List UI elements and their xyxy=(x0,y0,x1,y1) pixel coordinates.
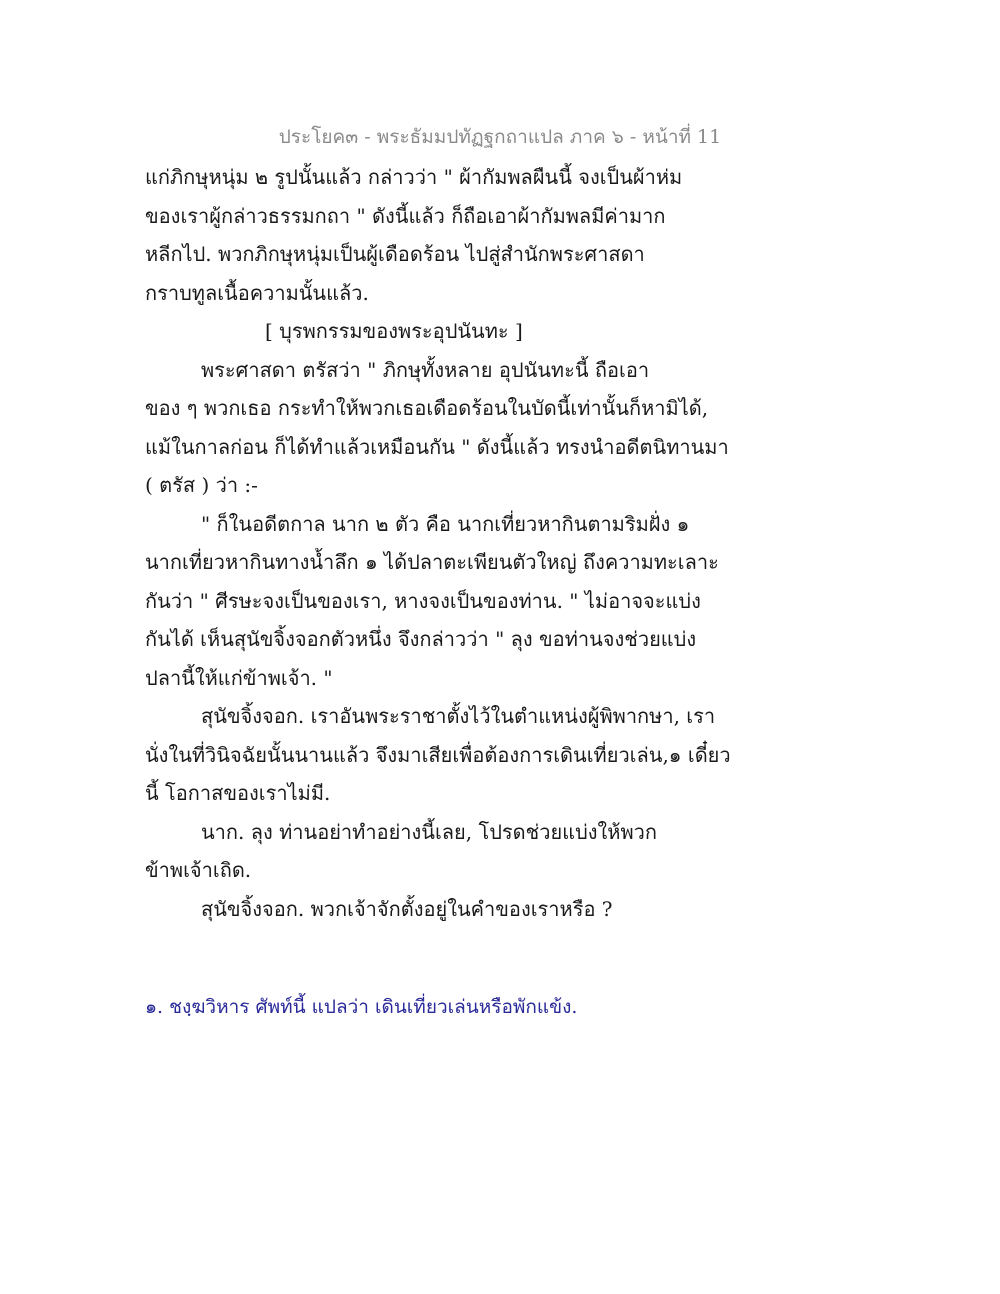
text-line: ข้าพเจ้าเถิด. xyxy=(145,858,252,882)
text-line: ของ ๆ พวกเธอ กระทำให้พวกเธอเดือดร้อนในบัดนี้เท่านั้นก็หามิได้, xyxy=(145,396,709,420)
text-line: หลีกไป. พวกภิกษุหนุ่มเป็นผู้เดือดร้อน ไปสู่สำนักพระศาสดา xyxy=(145,242,645,266)
text-line: นี้ โอกาสของเราไม่มี. xyxy=(145,781,331,805)
text-line: ( ตรัส ) ว่า :- xyxy=(145,473,258,497)
text-line: " ก็ในอดีตกาล นาก ๒ ตัว คือ นากเที่ยวหากินตามริมฝั่ง ๑ xyxy=(201,511,690,536)
text-line: นาก. ลุง ท่านอย่าทำอย่างนี้เลย, โปรดช่วยแบ่งให้พวก xyxy=(201,819,658,844)
text-line: กันได้ เห็นสุนัขจิ้งจอกตัวหนึ่ง จึงกล่าวว่า " ลุง ขอท่านจงช่วยแบ่ง xyxy=(145,627,697,651)
text-line: แม้ในกาลก่อน ก็ได้ทำแล้วเหมือนกัน " ดังนี้แล้ว ทรงนำอดีตนิทานมา xyxy=(145,434,729,459)
running-header: ประโยค๓ - พระธัมมปทัฏฐกถาแปล ภาค ๖ - หน้าที่ 11 xyxy=(278,126,722,148)
text-line: นากเที่ยวหากินทางน้ำลึก ๑ ได้ปลาตะเพียนตัวใหญ่ ถึงความทะเลาะ xyxy=(145,550,719,574)
text-line: กันว่า " ศีรษะจงเป็นของเรา, หางจงเป็นของท่าน. " ไม่อาจจะแบ่ง xyxy=(145,588,701,613)
text-line: นั่งในที่วินิจฉัยนั้นนานแล้ว จึงมาเสียเพื่อต้องการเดินเที่ยวเล่น,๑ เดี๋ยว xyxy=(145,742,731,767)
text-line: ของเราผู้กล่าวธรรมกถา " ดังนี้แล้ว ก็ถือเอาผ้ากัมพลมีค่ามาก xyxy=(145,203,666,228)
text-line: พระศาสดา ตรัสว่า " ภิกษุทั้งหลาย อุปนันทะนี้ ถือเอา xyxy=(201,357,650,382)
text-line: สุนัขจิ้งจอก. เราอันพระราชาตั้งไว้ในตำแหน่งผู้พิพากษา, เรา xyxy=(201,704,716,728)
text-line: แก่ภิกษุหนุ่ม ๒ รูปนั้นแล้ว กล่าวว่า " ผ้ากัมพลผืนนี้ จงเป็นผ้าห่ม xyxy=(145,165,683,189)
body-text xyxy=(145,158,865,928)
section-heading: [ บุรพกรรมของพระอุปนันทะ ] xyxy=(265,319,523,343)
text-line: กราบทูลเนื้อความนั้นแล้ว. xyxy=(145,280,369,305)
text-line: ปลานี้ให้แก่ข้าพเจ้า. " xyxy=(145,665,333,690)
footnote: ๑. ชงฺฆวิหาร ศัพท์นี้ แปลว่า เดินเที่ยวเล่นหรือพักแข้ง. xyxy=(145,996,578,1018)
text-line: สุนัขจิ้งจอก. พวกเจ้าจักตั้งอยู่ในคำของเราหรือ ? xyxy=(201,896,613,921)
